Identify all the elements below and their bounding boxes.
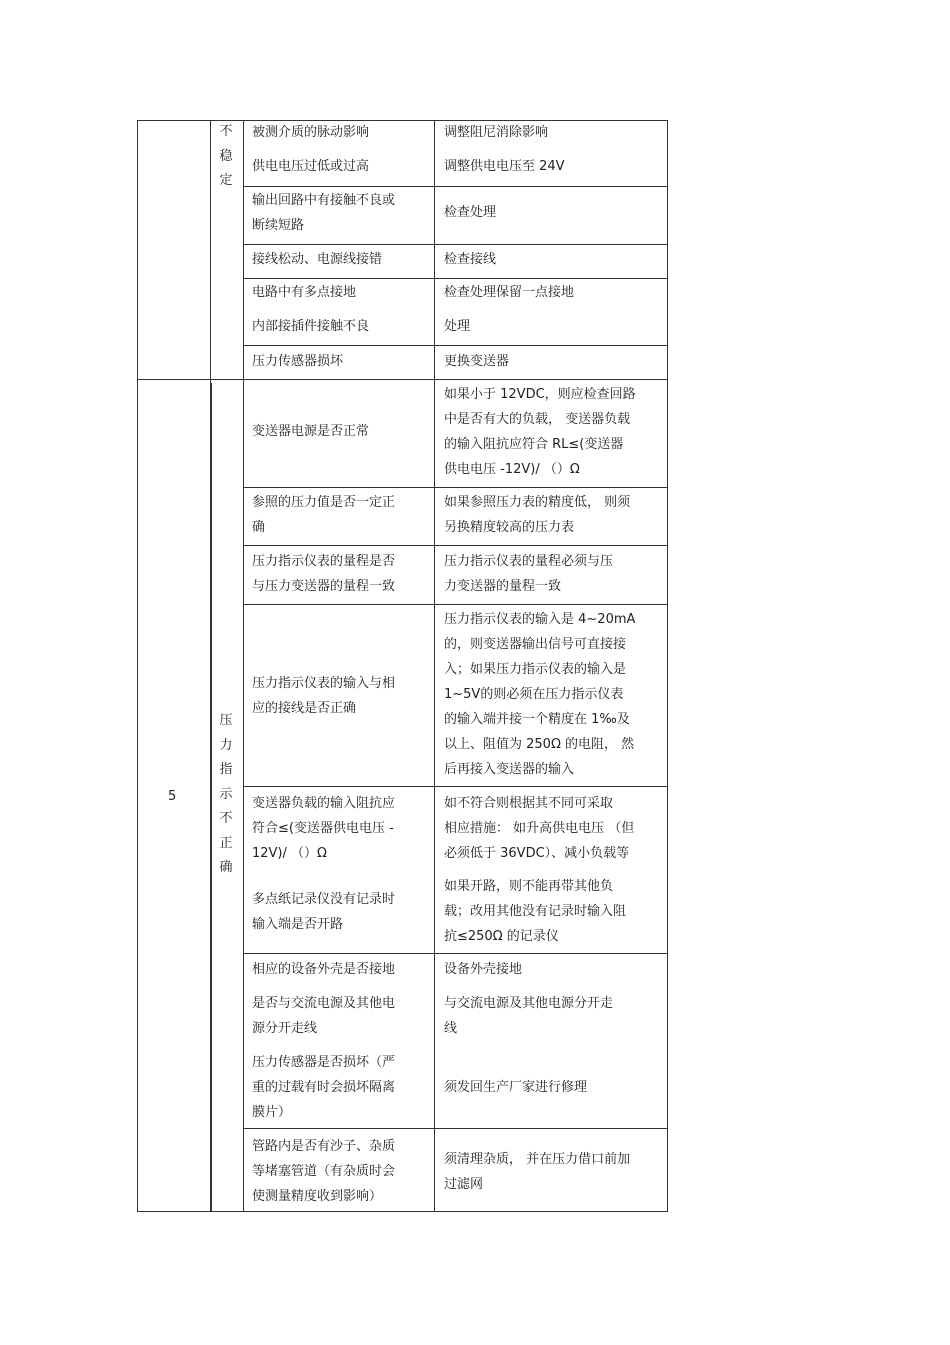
cause-output-loop: 输出回路中有接触不良或 断续短路 bbox=[252, 193, 396, 233]
cause-input-wiring: 压力指示仪表的输入与相 应的接线是否正确 bbox=[252, 676, 396, 716]
category-unstable: 不 稳 定 bbox=[219, 124, 233, 188]
cause-connector: 内部接插件接触不良 bbox=[252, 319, 370, 334]
remedy-connector: 处理 bbox=[444, 319, 471, 334]
cause-sensor-damaged: 压力传感器损坏 bbox=[252, 354, 344, 369]
remedy-range-match: 压力指示仪表的量程必须与压 力变送器的量程一致 bbox=[444, 554, 614, 594]
remedy-multi-ground: 检查处理保留一点接地 bbox=[444, 285, 575, 300]
cause-separate-wiring: 是否与交流电源及其他电 源分开走线 bbox=[252, 996, 396, 1036]
cause-range-match: 压力指示仪表的量程是否 与压力变送器的量程一致 bbox=[252, 554, 396, 594]
remedy-load-impedance: 如不符合则根据其不同可采取 相应措施： 如升高供电电压 （但 必须低于 36VDC）、减小负载等 bbox=[444, 796, 635, 861]
remedy-sensor-damaged: 更换变送器 bbox=[444, 354, 510, 369]
remedy-power-normal: 如果小于 12VDC，则应检查回路 中是否有大的负载， 变送器负载 的输入阻抗应符合 RL≤(变送器 供电电压 -12V)/ （）Ω bbox=[444, 387, 636, 477]
cause-load-impedance: 变送器负载的输入阻抗应 符合≤(变送器供电电压 - 12V)/ （）Ω bbox=[252, 796, 396, 861]
remedy-loose-wiring: 检查接线 bbox=[444, 252, 497, 267]
remedy-reference-pressure: 如果参照压力表的精度低， 则须 另换精度较高的压力表 bbox=[444, 495, 631, 535]
remedy-pulsation: 调整阻尼消除影响 bbox=[444, 125, 549, 140]
remedy-recorder-open: 如果开路，则不能再带其他负 载；改用其他没有记录时输入阻 抗≤250Ω 的记录仪 bbox=[444, 879, 627, 944]
cause-power-normal: 变送器电源是否正常 bbox=[252, 424, 370, 439]
remedy-input-wiring: 压力指示仪表的输入是 4~20mA 的，则变送器输出信号可直接接 入；如果压力指示仪表的输入是 1~5V的则必须在压力指示仪表 的输入端并接一个精度在 1‰及 以上、阻值为 250Ω 的电阻， 然 后再接入变送器的输入 bbox=[444, 612, 636, 777]
cause-recorder-open: 多点纸记录仪没有记录时 输入端是否开路 bbox=[252, 892, 396, 932]
section-number: 5 bbox=[168, 789, 177, 804]
cause-multi-ground: 电路中有多点接地 bbox=[252, 285, 357, 300]
category-incorrect: 压 力 指 示 不 正 确 bbox=[219, 713, 233, 875]
cause-loose-wiring: 接线松动、电源线接错 bbox=[252, 252, 383, 267]
cause-sensor-check: 压力传感器是否损坏（严 重的过载有时会损坏隔离 膜片） bbox=[252, 1055, 396, 1120]
remedy-pipe-blockage: 须清理杂质， 并在压力借口前加 过滤网 bbox=[444, 1152, 631, 1192]
remedy-separate-wiring: 与交流电源及其他电源分开走 线 bbox=[444, 996, 614, 1036]
cause-housing-ground: 相应的设备外壳是否接地 bbox=[252, 962, 396, 977]
cause-supply-voltage: 供电电压过低或过高 bbox=[252, 159, 370, 174]
cause-pipe-blockage: 管路内是否有沙子、杂质 等堵塞管道（有杂质时会 使测量精度收到影响） bbox=[252, 1139, 396, 1204]
remedy-supply-voltage: 调整供电电压至 24V bbox=[444, 159, 565, 174]
cause-reference-pressure: 参照的压力值是否一定正 确 bbox=[252, 495, 396, 535]
remedy-housing-ground: 设备外壳接地 bbox=[444, 962, 523, 977]
cause-pulsation: 被测介质的脉动影响 bbox=[252, 125, 370, 140]
remedy-output-loop: 检查处理 bbox=[444, 205, 497, 220]
remedy-sensor-check: 须发回生产厂家进行修理 bbox=[444, 1080, 588, 1095]
